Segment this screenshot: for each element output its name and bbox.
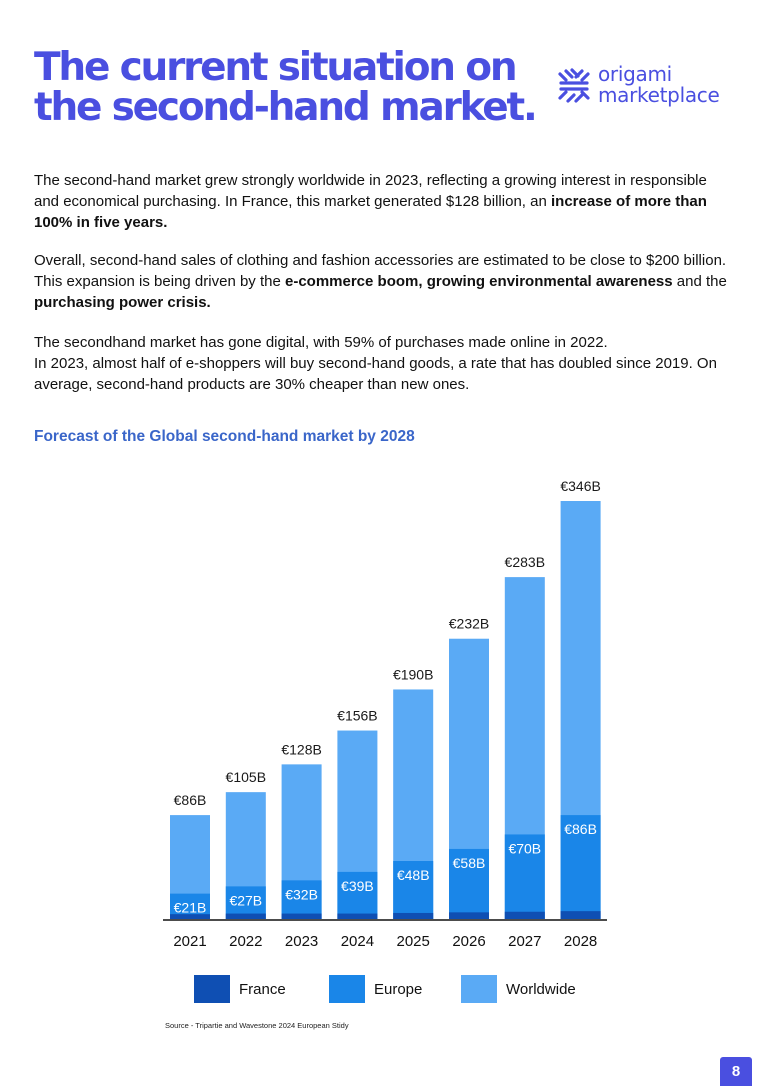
data-label-europe-2021: €21B <box>173 899 207 916</box>
bar-france-2027 <box>505 912 545 919</box>
legend-label-europe: Europe <box>374 981 423 998</box>
p2-bold-1: e-commerce boom, growing environmental awareness <box>284 273 673 290</box>
legend-swatch-europe <box>329 975 365 1003</box>
x-tick-label-2023: 2023 <box>284 933 319 950</box>
p1-bold: increase of more than 100% in five years. <box>34 193 707 231</box>
legend-label-worldwide: Worldwide <box>506 981 576 998</box>
x-tick-label-2026: 2026 <box>452 933 486 950</box>
bar-france-2022 <box>226 914 266 919</box>
legend-swatch-france <box>194 975 230 1003</box>
source-note: Source - Tripartie and Wavestone 2024 European Stidy <box>165 1021 349 1030</box>
data-label-europe-2027: €70B <box>508 840 542 857</box>
x-tick-label-2027: 2027 <box>508 933 542 950</box>
p2-text-1: Overall, second-hand sales of clothing and fashion accessories are estimated to be close to $200 billion. This expansion is being driven by the <box>34 252 727 290</box>
data-label-total-2023: €128B <box>281 741 322 758</box>
bar-france-2025 <box>393 913 433 919</box>
x-tick-label-2025: 2025 <box>396 933 430 950</box>
x-tick-label-2022: 2022 <box>229 933 263 950</box>
data-label-total-2025: €190B <box>392 666 434 683</box>
bar-france-2023 <box>282 914 322 919</box>
legend-swatch-worldwide <box>461 975 497 1003</box>
market-forecast-chart <box>0 455 768 965</box>
p2-text-2: and the <box>672 273 727 290</box>
data-label-europe-2023: €32B <box>285 886 318 903</box>
data-label-total-2022: €105B <box>225 769 267 786</box>
x-tick-label-2021: 2021 <box>173 933 207 950</box>
data-label-total-2021: €86B <box>173 792 207 809</box>
chart-title: Forecast of the Global second-hand market by 2028 <box>34 428 415 445</box>
p3-line-1: The secondhand market has gone digital, with 59% of purchases made online in 2022. <box>34 334 608 351</box>
p1-text: The second-hand market grew strongly worldwide in 2023, reflecting a growing interest in responsible and economical purchasing. In France, this market generated $128 billion, an <box>34 172 707 210</box>
data-label-total-2028: €346B <box>560 478 601 494</box>
intro-paragraph <box>34 170 734 233</box>
logo-wordmark <box>598 64 720 106</box>
page-title: The current situation on the second-hand market. <box>34 45 536 130</box>
x-tick-label-2024: 2024 <box>340 933 375 950</box>
data-label-europe-2022: €27B <box>229 892 263 909</box>
page-number: 8 <box>720 1057 752 1086</box>
data-label-total-2026: €232B <box>448 615 490 632</box>
bar-france-2026 <box>449 912 489 919</box>
data-label-total-2024: €156B <box>337 707 378 724</box>
digital-paragraph <box>34 332 734 395</box>
drivers-paragraph <box>34 250 734 313</box>
logo-text-marketplace: marketplace <box>598 83 720 107</box>
bar-france-2024 <box>337 914 377 919</box>
logo-text-origami: origami <box>598 62 672 86</box>
origami-logo-icon <box>556 68 592 104</box>
p2-bold-2: purchasing power crisis. <box>34 294 211 311</box>
data-label-europe-2028: €86B <box>564 821 597 838</box>
data-label-total-2027: €283B <box>504 554 546 571</box>
data-label-europe-2025: €48B <box>396 867 430 884</box>
legend-label-france: France <box>239 981 286 998</box>
bar-france-2028 <box>561 911 601 919</box>
p3-line-2: In 2023, almost half of e-shoppers will buy second-hand goods, a rate that has doubled since 2019. On average, second-hand products are 30% cheaper than new ones. <box>34 355 717 393</box>
data-label-europe-2026: €58B <box>452 854 486 871</box>
x-tick-label-2028: 2028 <box>563 933 598 950</box>
data-label-europe-2024: €39B <box>341 877 374 894</box>
